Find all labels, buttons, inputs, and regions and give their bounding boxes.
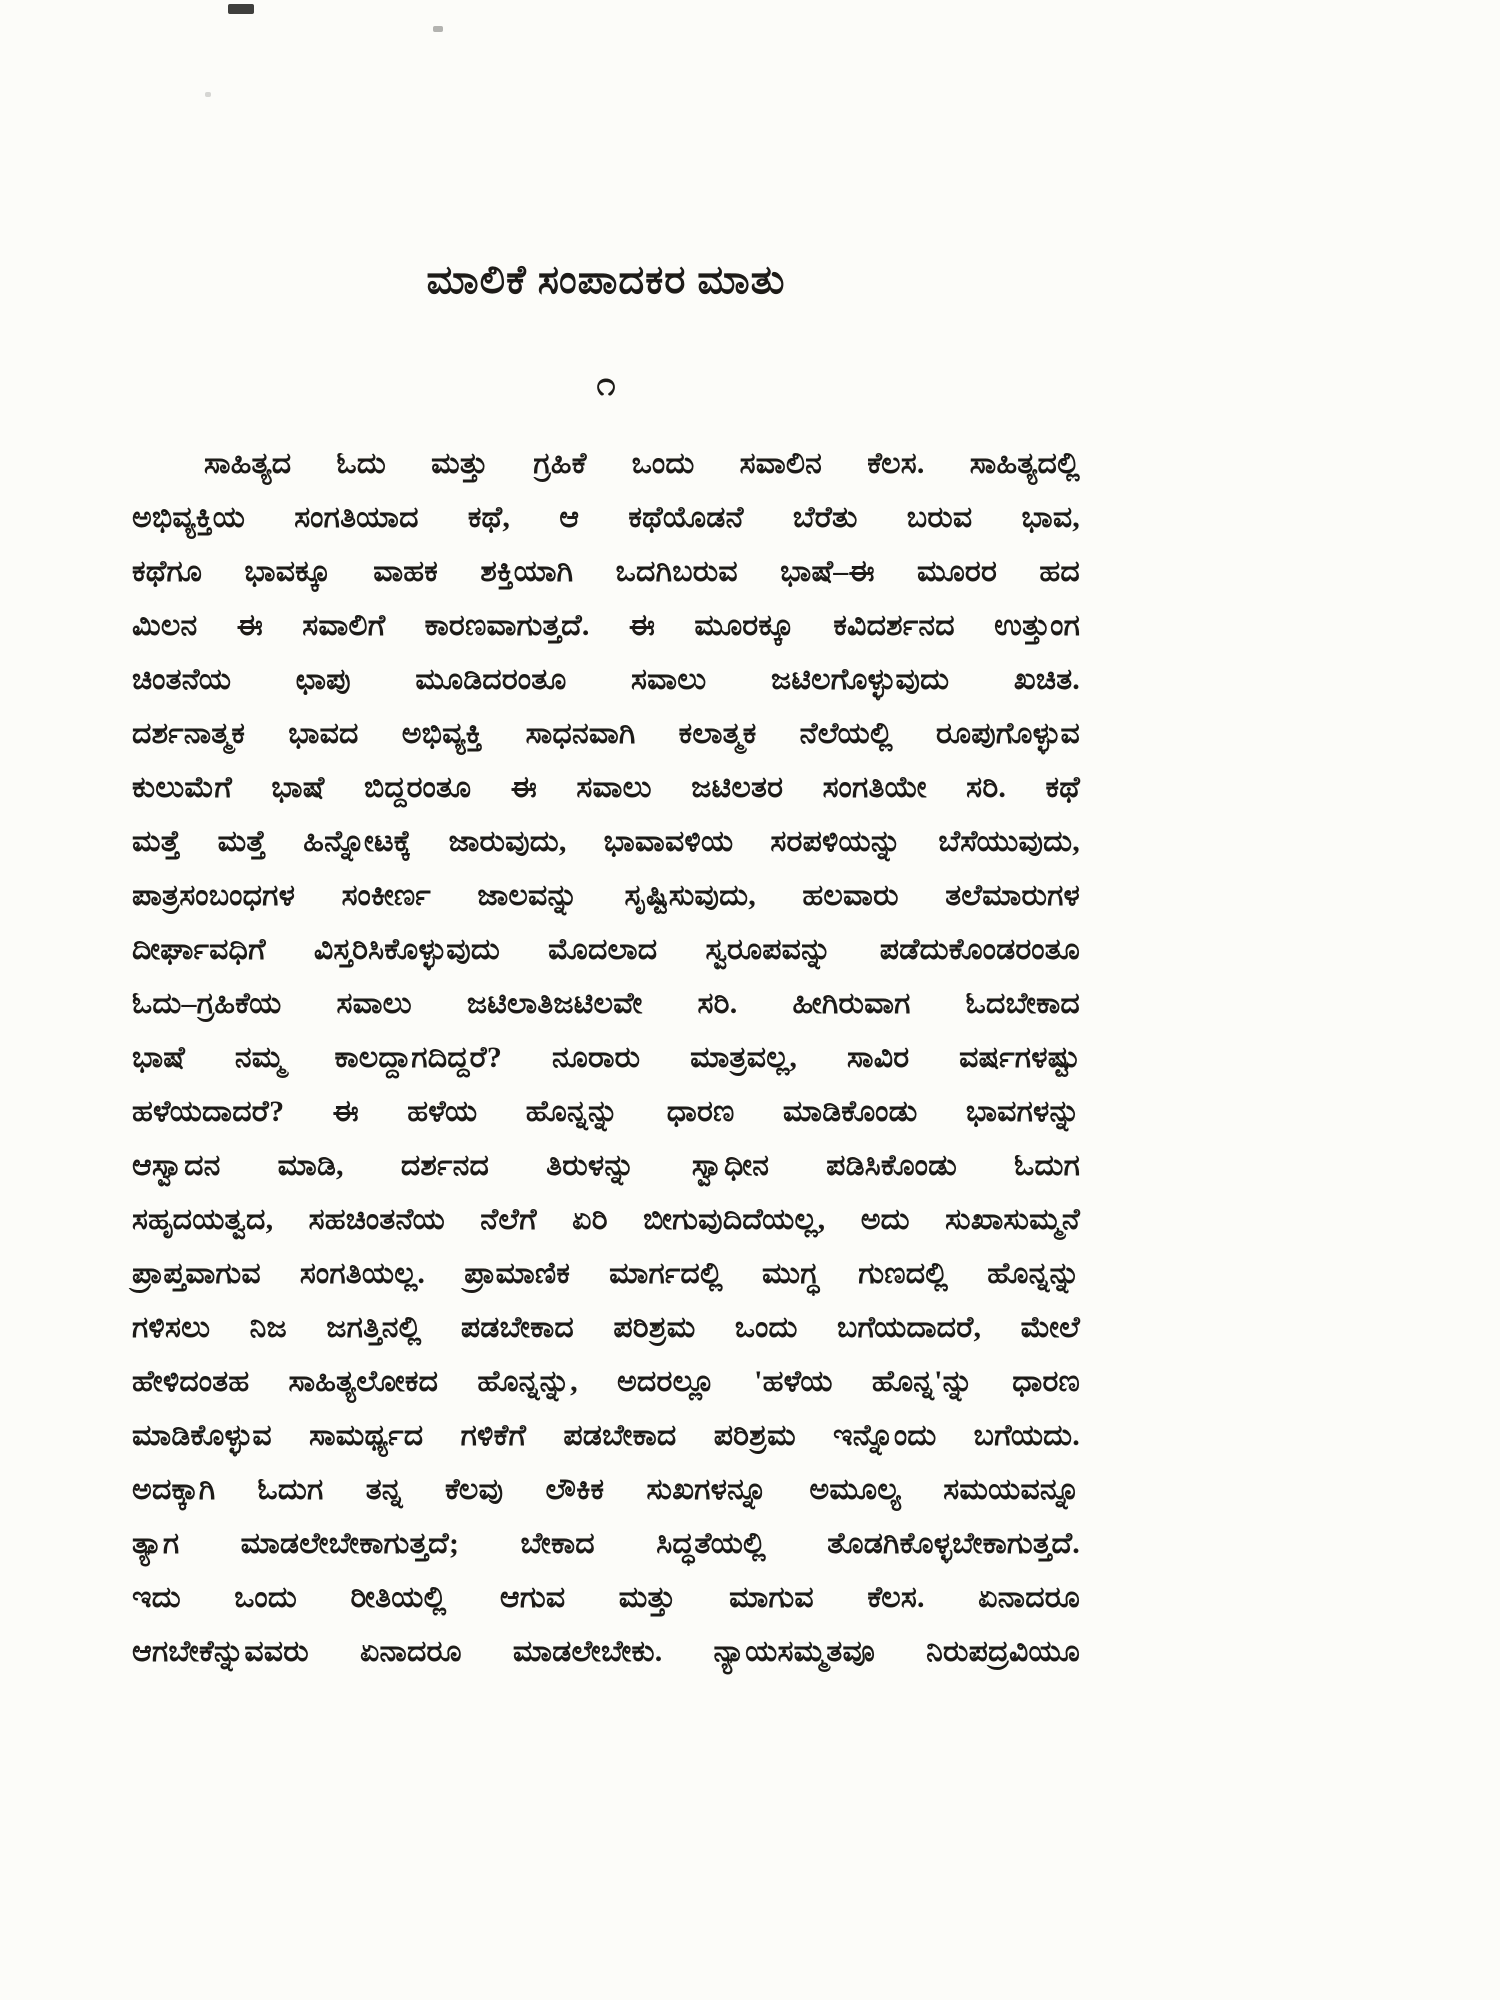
page-title: ಮಾಲಿಕೆ ಸಂಪಾದಕರ ಮಾತು: [426, 257, 786, 302]
body-line: ದೀರ್ಘಾವಧಿಗೆ ವಿಸ್ತರಿಸಿಕೊಳ್ಳುವುದು ಮೊದಲಾದ ಸ್ವರೂಪವನ್ನು ಪಡೆದುಕೊಂಡರಂತೂ: [132, 933, 1080, 967]
body-line: ಚಿಂತನೆಯ ಛಾಪು ಮೂಡಿದರಂತೂ ಸವಾಲು ಜಟಿಲಗೊಳ್ಳುವುದು ಖಚಿತ.: [132, 663, 1080, 697]
section-number: ೧: [596, 366, 616, 403]
body-line: ಪ್ರಾಪ್ತವಾಗುವ ಸಂಗತಿಯಲ್ಲ. ಪ್ರಾಮಾಣಿಕ ಮಾರ್ಗದಲ್ಲಿ ಮುಗ್ಧ ಗುಣದಲ್ಲಿ ಹೊನ್ನನ್ನು: [132, 1257, 1080, 1291]
body-line: ಅಭಿವ್ಯಕ್ತಿಯ ಸಂಗತಿಯಾದ ಕಥೆ, ಆ ಕಥೆಯೊಡನೆ ಬೆರೆತು ಬರುವ ಭಾವ,: [132, 501, 1080, 535]
body-line: ಕಥೆಗೂ ಭಾವಕ್ಕೂ ವಾಹಕ ಶಕ್ತಿಯಾಗಿ ಒದಗಿಬರುವ ಭಾಷೆ–ಈ ಮೂರರ ಹದ: [132, 555, 1080, 589]
body-line: ಪಾತ್ರಸಂಬಂಧಗಳ ಸಂಕೀರ್ಣ ಜಾಲವನ್ನು ಸೃಷ್ಟಿಸುವುದು, ಹಲವಾರು ತಲೆಮಾರುಗಳ: [132, 879, 1080, 913]
body-line: ಮಾಡಿಕೊಳ್ಳುವ ಸಾಮರ್ಥ್ಯದ ಗಳಿಕೆಗೆ ಪಡಬೇಕಾದ ಪರಿಶ್ರಮ ಇನ್ನೊಂದು ಬಗೆಯದು.: [132, 1419, 1080, 1453]
body-line: ಭಾಷೆ ನಮ್ಮ ಕಾಲದ್ದಾಗದಿದ್ದರೆ? ನೂರಾರು ಮಾತ್ರವಲ್ಲ, ಸಾವಿರ ವರ್ಷಗಳಷ್ಟು: [132, 1041, 1080, 1075]
body-line: ಸಾಹಿತ್ಯದ ಓದು ಮತ್ತು ಗ್ರಹಿಕೆ ಒಂದು ಸವಾಲಿನ ಕೆಲಸ. ಸಾಹಿತ್ಯದಲ್ಲಿ: [204, 447, 1080, 481]
body-paragraph: [132, 437, 1080, 1679]
text-column: [132, 256, 1080, 1679]
body-line: ತ್ಯಾಗ ಮಾಡಲೇಬೇಕಾಗುತ್ತದೆ; ಬೇಕಾದ ಸಿದ್ಧತೆಯಲ್ಲಿ ತೊಡಗಿಕೊಳ್ಳಬೇಕಾಗುತ್ತದೆ.: [132, 1527, 1080, 1561]
body-line: ಮಿಲನ ಈ ಸವಾಲಿಗೆ ಕಾರಣವಾಗುತ್ತದೆ. ಈ ಮೂರಕ್ಕೂ ಕವಿದರ್ಶನದ ಉತ್ತುಂಗ: [132, 609, 1080, 643]
scan-artifact: [433, 26, 443, 32]
body-line: ಹೇಳಿದಂತಹ ಸಾಹಿತ್ಯಲೋಕದ ಹೊನ್ನನ್ನು, ಅದರಲ್ಲೂ 'ಹಳೆಯ ಹೊನ್ನ'ನ್ನು ಧಾರಣ: [132, 1365, 1080, 1399]
body-line: ಮತ್ತೆ ಮತ್ತೆ ಹಿನ್ನೋಟಕ್ಕೆ ಜಾರುವುದು, ಭಾವಾವಳಿಯ ಸರಪಳಿಯನ್ನು ಬೆಸೆಯುವುದು,: [132, 825, 1080, 859]
body-line: ಆಗಬೇಕೆನ್ನುವವರು ಏನಾದರೂ ಮಾಡಲೇಬೇಕು. ನ್ಯಾಯಸಮ್ಮತವೂ ನಿರುಪದ್ರವಿಯೂ: [132, 1635, 1080, 1669]
body-line: ಅದಕ್ಕಾಗಿ ಓದುಗ ತನ್ನ ಕೆಲವು ಲೌಕಿಕ ಸುಖಗಳನ್ನೂ ಅಮೂಲ್ಯ ಸಮಯವನ್ನೂ: [132, 1473, 1080, 1507]
body-line: ದರ್ಶನಾತ್ಮಕ ಭಾವದ ಅಭಿವ್ಯಕ್ತಿ ಸಾಧನವಾಗಿ ಕಲಾತ್ಮಕ ನೆಲೆಯಲ್ಲಿ ರೂಪುಗೊಳ್ಳುವ: [132, 717, 1080, 751]
body-line: ಓದು–ಗ್ರಹಿಕೆಯ ಸವಾಲು ಜಟಿಲಾತಿಜಟಿಲವೇ ಸರಿ. ಹೀಗಿರುವಾಗ ಓದಬೇಕಾದ: [132, 987, 1080, 1021]
body-line: ಹಳೆಯದಾದರೆ? ಈ ಹಳೆಯ ಹೊನ್ನನ್ನು ಧಾರಣ ಮಾಡಿಕೊಂಡು ಭಾವಗಳನ್ನು: [132, 1095, 1080, 1129]
body-line: ಇದು ಒಂದು ರೀತಿಯಲ್ಲಿ ಆಗುವ ಮತ್ತು ಮಾಗುವ ಕೆಲಸ. ಏನಾದರೂ: [132, 1581, 1080, 1615]
scan-artifact: [228, 4, 254, 14]
scan-artifact: [205, 92, 211, 97]
body-line: ಆಸ್ವಾದನ ಮಾಡಿ, ದರ್ಶನದ ತಿರುಳನ್ನು ಸ್ವಾಧೀನ ಪಡಿಸಿಕೊಂಡು ಓದುಗ: [132, 1149, 1080, 1183]
body-line: ಗಳಿಸಲು ನಿಜ ಜಗತ್ತಿನಲ್ಲಿ ಪಡಬೇಕಾದ ಪರಿಶ್ರಮ ಒಂದು ಬಗೆಯದಾದರೆ, ಮೇಲೆ: [132, 1311, 1080, 1345]
body-line: ಸಹೃದಯತ್ವದ, ಸಹಚಿಂತನೆಯ ನೆಲೆಗೆ ಏರಿ ಬೀಗುವುದಿದೆಯಲ್ಲ, ಅದು ಸುಖಾಸುಮ್ಮನೆ: [132, 1203, 1080, 1237]
body-line: ಕುಲುಮೆಗೆ ಭಾಷೆ ಬಿದ್ದರಂತೂ ಈ ಸವಾಲು ಜಟಿಲತರ ಸಂಗತಿಯೇ ಸರಿ. ಕಥೆ: [132, 771, 1080, 805]
